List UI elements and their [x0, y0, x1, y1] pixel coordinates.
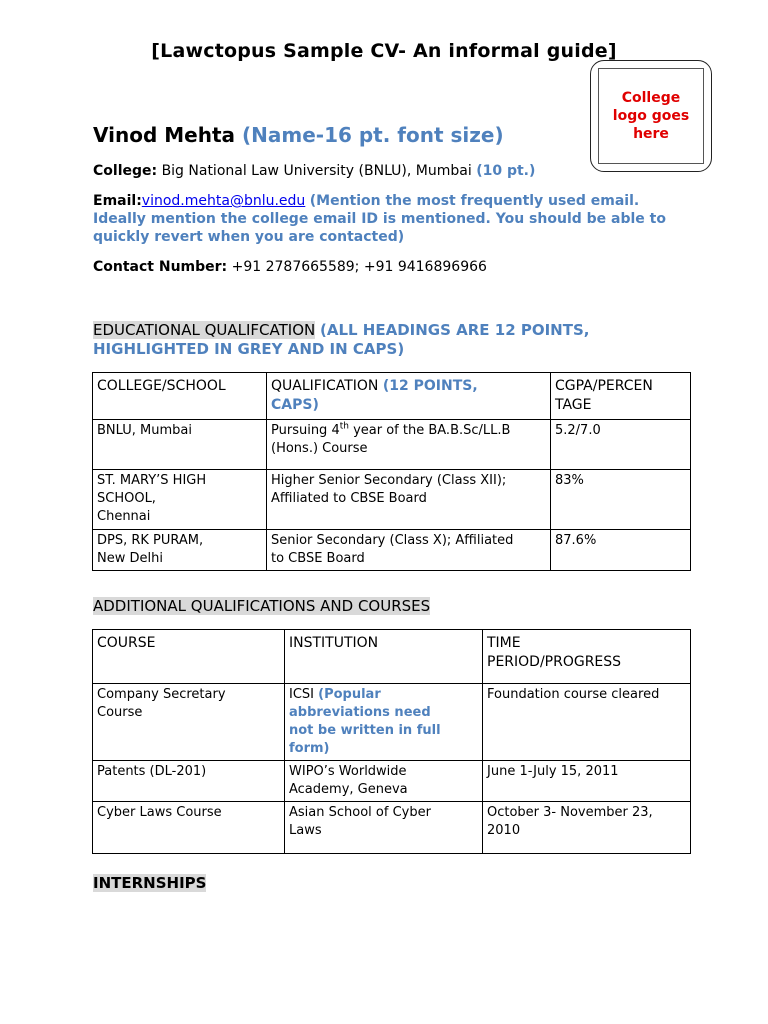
logo-text-line: College [621, 90, 681, 106]
table-row [93, 761, 691, 802]
email-link[interactable]: vinod.mehta@bnlu.edu [141, 193, 306, 209]
contact-value: +91 2787665589; +91 9416896966 [231, 259, 487, 275]
table-cell: 87.6% [551, 530, 691, 571]
table-row [93, 470, 691, 530]
college-label: College: [93, 163, 158, 179]
college-logo-placeholder [590, 60, 712, 172]
college-format-note: (10 pt.) [476, 163, 536, 179]
heading-text: INTERNSHIPS [93, 874, 207, 892]
email-note: Ideally mention the college email ID is mentioned. You should be able to [93, 211, 666, 227]
candidate-name-line [93, 123, 504, 147]
table-header-row [93, 630, 691, 684]
column-header: COURSE [93, 630, 285, 684]
table-header-row [93, 373, 691, 420]
logo-text-line: logo goes [612, 108, 690, 124]
email-block [93, 192, 666, 246]
table-row [93, 684, 691, 761]
table-cell: ICSI (Popular abbreviations need not be written in full form) [285, 684, 483, 761]
table-cell: June 1-July 15, 2011 [483, 761, 691, 802]
table-cell: Patents (DL-201) [93, 761, 285, 802]
table-cell: ST. MARY’S HIGH SCHOOL, Chennai [93, 470, 267, 530]
column-header: QUALIFICATION (12 POINTS, CAPS) [267, 373, 551, 420]
contact-line [93, 258, 487, 276]
table-row [93, 530, 691, 571]
college-value: Big National Law University (BNLU), Mumbai [161, 163, 472, 179]
table-cell: Cyber Laws Course [93, 802, 285, 854]
column-header: TIME PERIOD/PROGRESS [483, 630, 691, 684]
table-cell: 83% [551, 470, 691, 530]
column-header: COLLEGE/SCHOOL [93, 373, 267, 420]
table-cell: Foundation course cleared [483, 684, 691, 761]
table-cell: Senior Secondary (Class X); Affiliated to CBSE Board [267, 530, 551, 571]
email-note: quickly revert when you are contacted) [93, 229, 405, 245]
heading-text: ADDITIONAL QUALIFICATIONS AND COURSES [93, 597, 431, 615]
section-heading-internships [93, 874, 206, 893]
table-cell: Higher Senior Secondary (Class XII); Affiliated to CBSE Board [267, 470, 551, 530]
table-cell: 5.2/7.0 [551, 420, 691, 470]
table-cell: WIPO’s Worldwide Academy, Geneva [285, 761, 483, 802]
heading-note: HIGHLIGHTED IN GREY AND IN CAPS) [93, 340, 405, 358]
heading-note: (ALL HEADINGS ARE 12 POINTS, [320, 321, 590, 339]
logo-placeholder-text [598, 68, 704, 164]
table-cell: Asian School of Cyber Laws [285, 802, 483, 854]
table-cell: Pursuing 4th year of the BA.B.Sc/LL.B (Hons.) Course [267, 420, 551, 470]
email-note: (Mention the most frequently used email. [309, 193, 640, 209]
table-cell: DPS, RK PURAM, New Delhi [93, 530, 267, 571]
table-row [93, 420, 691, 470]
table-cell: Company Secretary Course [93, 684, 285, 761]
column-header: CGPA/PERCEN TAGE [551, 373, 691, 420]
heading-text: EDUCATIONAL QUALIFCATION [93, 321, 316, 339]
name-format-note: (Name-16 pt. font size) [241, 123, 504, 147]
section-heading-education [93, 321, 589, 359]
college-line [93, 162, 535, 180]
contact-label: Contact Number: [93, 259, 228, 275]
candidate-name: Vinod Mehta [93, 123, 236, 147]
table-cell: October 3- November 23, 2010 [483, 802, 691, 854]
education-table [92, 372, 691, 571]
logo-text-line: here [633, 126, 669, 142]
section-heading-additional [93, 597, 430, 616]
table-cell: BNLU, Mumbai [93, 420, 267, 470]
additional-courses-table [92, 629, 691, 854]
table-row [93, 802, 691, 854]
document-title: [Lawctopus Sample CV- An informal guide] [151, 40, 617, 62]
column-header: INSTITUTION [285, 630, 483, 684]
email-label: Email: [93, 193, 142, 209]
